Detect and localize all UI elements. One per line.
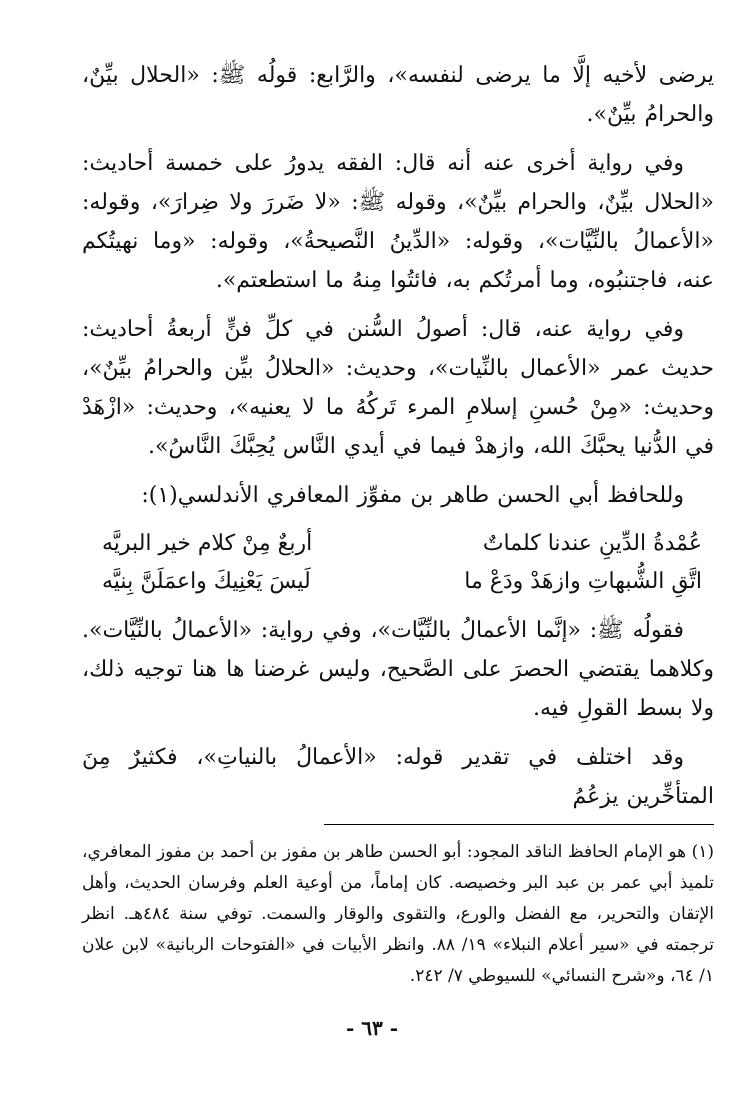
paragraph: وقد اختلف في تقدير قوله: «الأعمالُ بالنياتِ»، فكثيرٌ مِنَ المتأخِّرين يزعُمُ bbox=[82, 745, 714, 809]
footnote-divider bbox=[324, 824, 714, 825]
paragraph: وفي رواية عنه، قال: أصولُ السُّنن في كلِّ فنٍّ أربعةُ أحاديث: حديث عمر «الأعمال بالنِّيات»، وحديث: «الحلالُ بيِّن والحرامُ بيِّنٌ»، وحديث: «مِنْ حُسنِ إسلامِ المرء تَركُهُ ما لا يعنيه»، وحديث: «ازْهَدْ في الدُّنيا يحبَّكَ الله، وازهدْ فيما في أيدي النَّاس يُحِبَّكَ النَّاسُ». bbox=[82, 317, 714, 459]
paragraph: فقولُه ﷺ: «إنَّما الأعمالُ بالنِّيَّات»، وفي رواية: «الأعمالُ بالنِّيَّات». وكلاهما يقتضي الحصرَ على الصَّحيح، وليس غرضنا ها هنا توجيه ذلك، ولا بسط القولِ فيه. bbox=[82, 618, 714, 721]
poem-hemistich-second: لَيسَ يَعْنِيكَ واعمَلَنَّ بِنيَّه bbox=[102, 569, 311, 594]
page-number: - ٦٣ - bbox=[345, 1016, 398, 1040]
page bbox=[82, 56, 714, 1093]
main-text bbox=[82, 56, 714, 816]
paragraph: يرضى لأخيه إلَّا ما يرضى لنفسه»، والرَّابع: قولُه ﷺ: «الحلال بيِّنٌ، والحرامُ بيِّنٌ». bbox=[82, 63, 714, 127]
footnotes bbox=[82, 837, 714, 992]
poem-hemistich-first: اتَّقِ الشُّبهاتِ وازهَدْ ودَعْ ما bbox=[464, 569, 702, 594]
poem-hemistich-second: أربعٌ مِنْ كلام خير البريَّه bbox=[102, 531, 313, 556]
poem bbox=[82, 525, 714, 601]
paragraph: وللحافظ أبي الحسن طاهر بن مفوِّز المعافري الأندلسي(١): bbox=[141, 483, 684, 508]
poem-verse bbox=[82, 525, 714, 563]
paragraph: وفي رواية أخرى عنه أنه قال: الفقه يدورُ على خمسة أحاديث: «الحلال بيِّنٌ، والحرام بيِّنٌ»، وقوله ﷺ: «لا ضَررَ ولا ضِرارَ»، وقوله: «الأعمالُ بالنِّيَّات»، وقوله: «الدِّينُ النَّصيحةُ»، وقوله: «وما نهيتُكم عنه، فاجتنبُوه، وما أمرتُكم به، فائتُوا مِنهُ ما استطعتم». bbox=[82, 151, 714, 293]
footnote: (١) هو الإمام الحافظ الناقد المجود: أبو الحسن طاهر بن مفوز بن أحمد بن مفوز المعافري، تلميذ أبي عمر بن عبد البر وخصيصه. كان إماماً، من أوعية العلم وفرسان الحديث، وأهل الإتقان والتحرير، مع الفضل والورع، والتقوى والوقار والسمت. توفي سنة ٤٨٤هـ. انظر ترجمته في «سير أعلام النبلاء» ١٩/ ٨٨. وانظر الأبيات في «الفتوحات الربانية» لابن علان ١/ ٦٤، و«شرح النسائي» للسيوطي ٧/ ٢٤٢. bbox=[82, 842, 714, 986]
poem-verse bbox=[82, 563, 714, 601]
poem-hemistich-first: عُمْدةُ الدِّينِ عندنا كلماتٌ bbox=[482, 531, 702, 556]
